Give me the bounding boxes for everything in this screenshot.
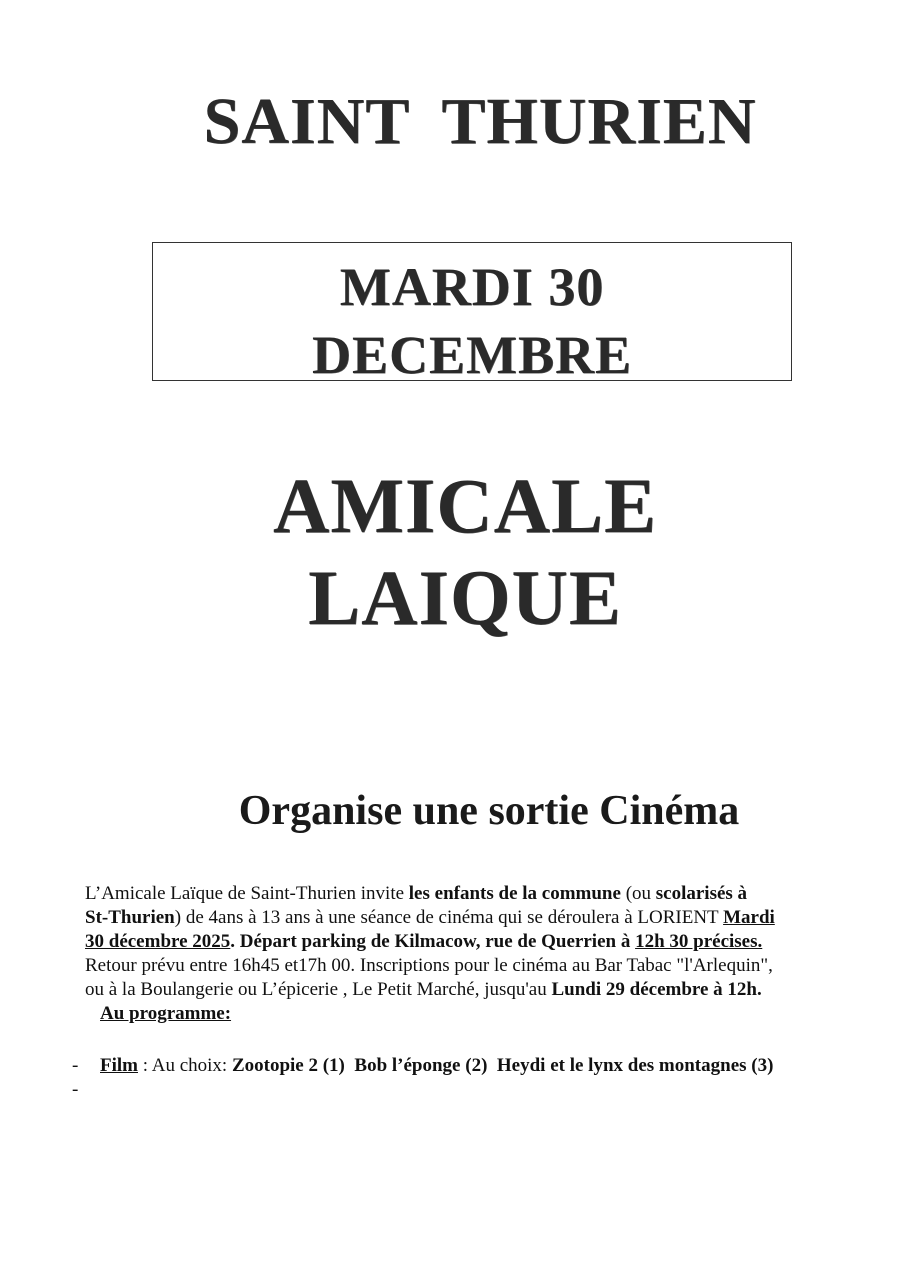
event-date: 30 décembre 2025 [85, 931, 231, 952]
date-month: DECEMBRE [311, 325, 633, 385]
organisation-line-1: AMICALE [272, 462, 657, 549]
departure-time: 12h 30 précises. [635, 931, 763, 952]
event-subtitle: Organise une sortie Cinéma [238, 788, 740, 834]
film-choice-1: Zootopie 2 (1) [231, 1055, 345, 1076]
registration-deadline: Lundi 29 décembre à 12h. [551, 979, 762, 1000]
empty-list-dash: - [72, 1079, 79, 1100]
date-day: MARDI 30 [339, 257, 605, 317]
description-line-3 [85, 930, 840, 954]
departure-info: . Départ parking de Kilmacow, rue de Querrien à [230, 931, 636, 952]
film-choice-2: Bob l’éponge (2) [354, 1055, 488, 1076]
programme-heading: Au programme: [100, 1003, 232, 1024]
text-segment: ) de 4ans à 13 ans à une séance de cinéma qui se déroulera à LORIENT [174, 907, 724, 928]
text-segment: (ou [620, 883, 656, 904]
text-segment-bold: St-Thurien [85, 907, 175, 928]
film-list-item [72, 1054, 773, 1078]
text-segment-bold: scolarisés à [655, 883, 748, 904]
text-segment: ou à la Boulangerie ou L’épicerie , Le Petit Marché, jusqu'au [85, 979, 552, 1000]
date-box [152, 242, 792, 385]
film-choice-3: Heydi et le lynx des montagnes (3) [496, 1055, 774, 1076]
description-line-2 [85, 906, 840, 930]
list-dash: - [72, 1055, 79, 1076]
description-line-4: Retour prévu entre 16h45 et17h 00. Inscriptions pour le cinéma au Bar Tabac "l'Arlequin", [85, 955, 773, 976]
text-segment-bold-underlined: Mardi [723, 907, 775, 928]
town-title: SAINT THURIEN [203, 85, 757, 158]
event-description [85, 882, 840, 1002]
description-line-5 [85, 978, 840, 1002]
text-segment-bold: les enfants de la commune [408, 883, 621, 904]
organisation-line-2: LAIQUE [308, 554, 622, 641]
text-segment: L’Amicale Laïque de Saint-Thurien invite [85, 883, 409, 904]
description-line-1 [85, 882, 840, 906]
film-label: Film [100, 1055, 138, 1076]
film-choice-intro: : Au choix: [138, 1055, 232, 1076]
